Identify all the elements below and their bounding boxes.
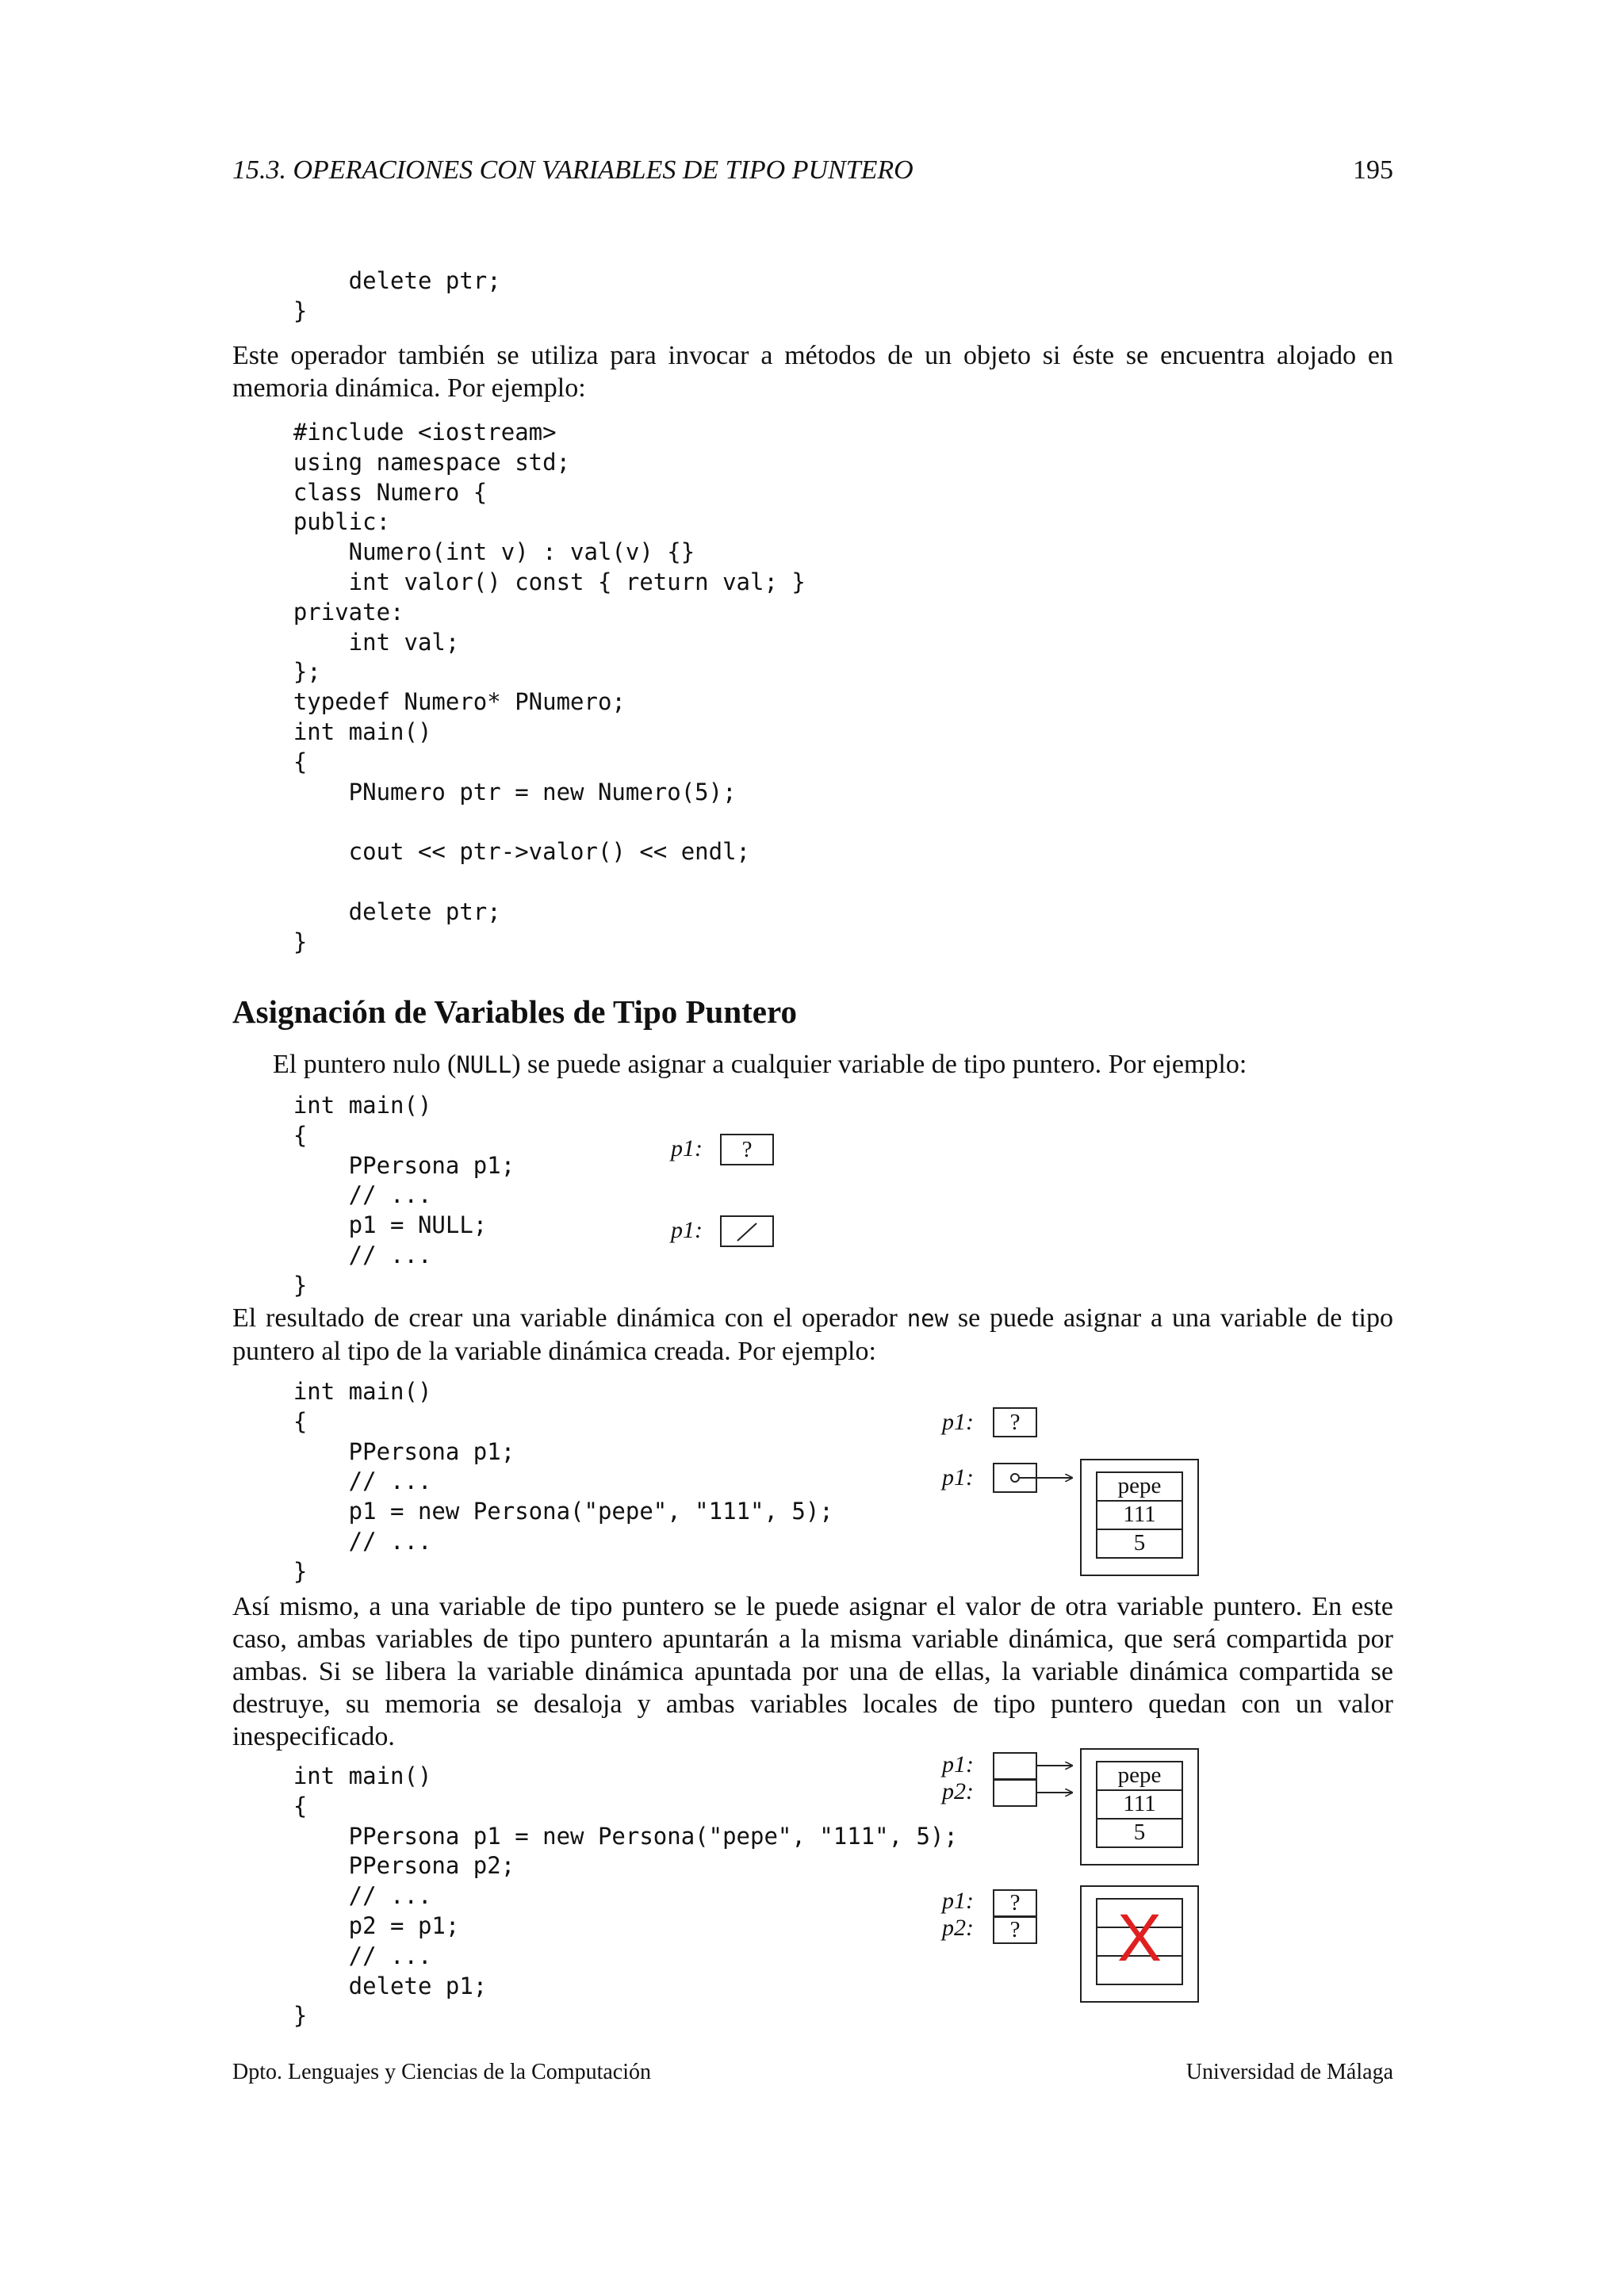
code-block-shared: int main() { PPersona p1 = new Persona("pepe", "111", 5); PPersona p2; // ... p2 = p1; // ... delete p1; }	[293, 1762, 958, 2030]
field-edad: 5	[1096, 1529, 1183, 1559]
page-number: 195	[1353, 155, 1393, 185]
pointer-box-p2-unknown: ?	[993, 1916, 1037, 1944]
pointer-box-p2	[993, 1779, 1037, 1807]
code-block-null: int main() { PPersona p1; // ... p1 = NULL; // ... }	[293, 1092, 515, 1299]
diagram-label-p2: p2:	[942, 1778, 974, 1804]
field-nombre: pepe	[1096, 1471, 1183, 1502]
deleted-x-mark: X	[1116, 1900, 1162, 1975]
diagram-label-p1: p1:	[942, 1409, 974, 1435]
footer-department: Dpto. Lenguajes y Ciencias de la Computación	[232, 2060, 651, 2084]
field-edad: 5	[1096, 1818, 1183, 1848]
code-block-top: delete ptr; }	[293, 267, 501, 324]
paragraph-null: El puntero nulo (NULL) se puede asignar a cualquier variable de tipo puntero. Por ejemplo:	[273, 1050, 1247, 1079]
diagram-label-p1: p1:	[942, 1751, 974, 1777]
diagram-label-p1: p1:	[671, 1217, 703, 1243]
paragraph-new: El resultado de crear una variable dinámica con el operador new se puede asignar a una variable de tipo puntero al tipo de la variable dinámica creada. Por ejemplo:	[232, 1303, 1393, 1366]
null-slash-icon	[720, 1215, 774, 1247]
pointer-box-p1-unknown: ?	[993, 1889, 1037, 1917]
field-nombre: pepe	[1096, 1761, 1183, 1791]
pointer-box-p1	[993, 1752, 1037, 1780]
pointer-box-p1	[993, 1463, 1037, 1493]
diagram-label-p2: p2:	[942, 1915, 974, 1941]
diagram-label-p1: p1:	[671, 1135, 703, 1161]
pointer-box-null	[720, 1215, 774, 1247]
inline-code-new: new	[906, 1305, 949, 1332]
inline-code-null: NULL	[456, 1051, 512, 1078]
field-telefono: 111	[1096, 1789, 1183, 1820]
pointer-box-unknown: ?	[993, 1407, 1037, 1437]
running-header: 15.3. OPERACIONES CON VARIABLES DE TIPO PUNTERO	[232, 155, 914, 185]
footer-university: Universidad de Málaga	[1185, 2060, 1393, 2084]
dynamic-variable-deleted	[1080, 1885, 1199, 2003]
field-telefono: 111	[1096, 1500, 1183, 1530]
pointer-box-unknown: ?	[720, 1134, 774, 1165]
section-title: Asignación de Variables de Tipo Puntero	[232, 993, 797, 1030]
paragraph-shared: Así mismo, a una variable de tipo puntero se le puede asignar el valor de otra variable puntero. En este caso, ambas variables de tipo puntero apuntarán a la misma variable dinámica, que será compartida por ambas. Si se libera la variable dinámica apuntada por una de ellas, la variable dinámica compartida se destruye, su memoria se desaloja y ambas variables locales de tipo puntero quedan con un valor inespecificado.	[232, 1592, 1393, 1751]
code-block-numero: #include <iostream> using namespace std; class Numero { public: Numero(int v) : val(v) {} int valor() const { return val; } private: int val; }; typedef Numero* PNumero; int main() { PNumero ptr = new Numero(5); cout << ptr->valor() << endl; delete ptr; }	[293, 419, 806, 955]
code-block-new: int main() { PPersona p1; // ... p1 = new Persona("pepe", "111", 5); // ... }	[293, 1378, 833, 1585]
diagram-label-p1: p1:	[942, 1464, 974, 1490]
diagram-label-p1: p1:	[942, 1888, 974, 1914]
dynamic-variable-persona-shared	[1080, 1748, 1199, 1866]
paragraph-methods: Este operador también se utiliza para invocar a métodos de un objeto si éste se encuentra alojado en memoria dinámica. Por ejemplo:	[232, 341, 1393, 403]
dynamic-variable-persona	[1080, 1459, 1199, 1576]
